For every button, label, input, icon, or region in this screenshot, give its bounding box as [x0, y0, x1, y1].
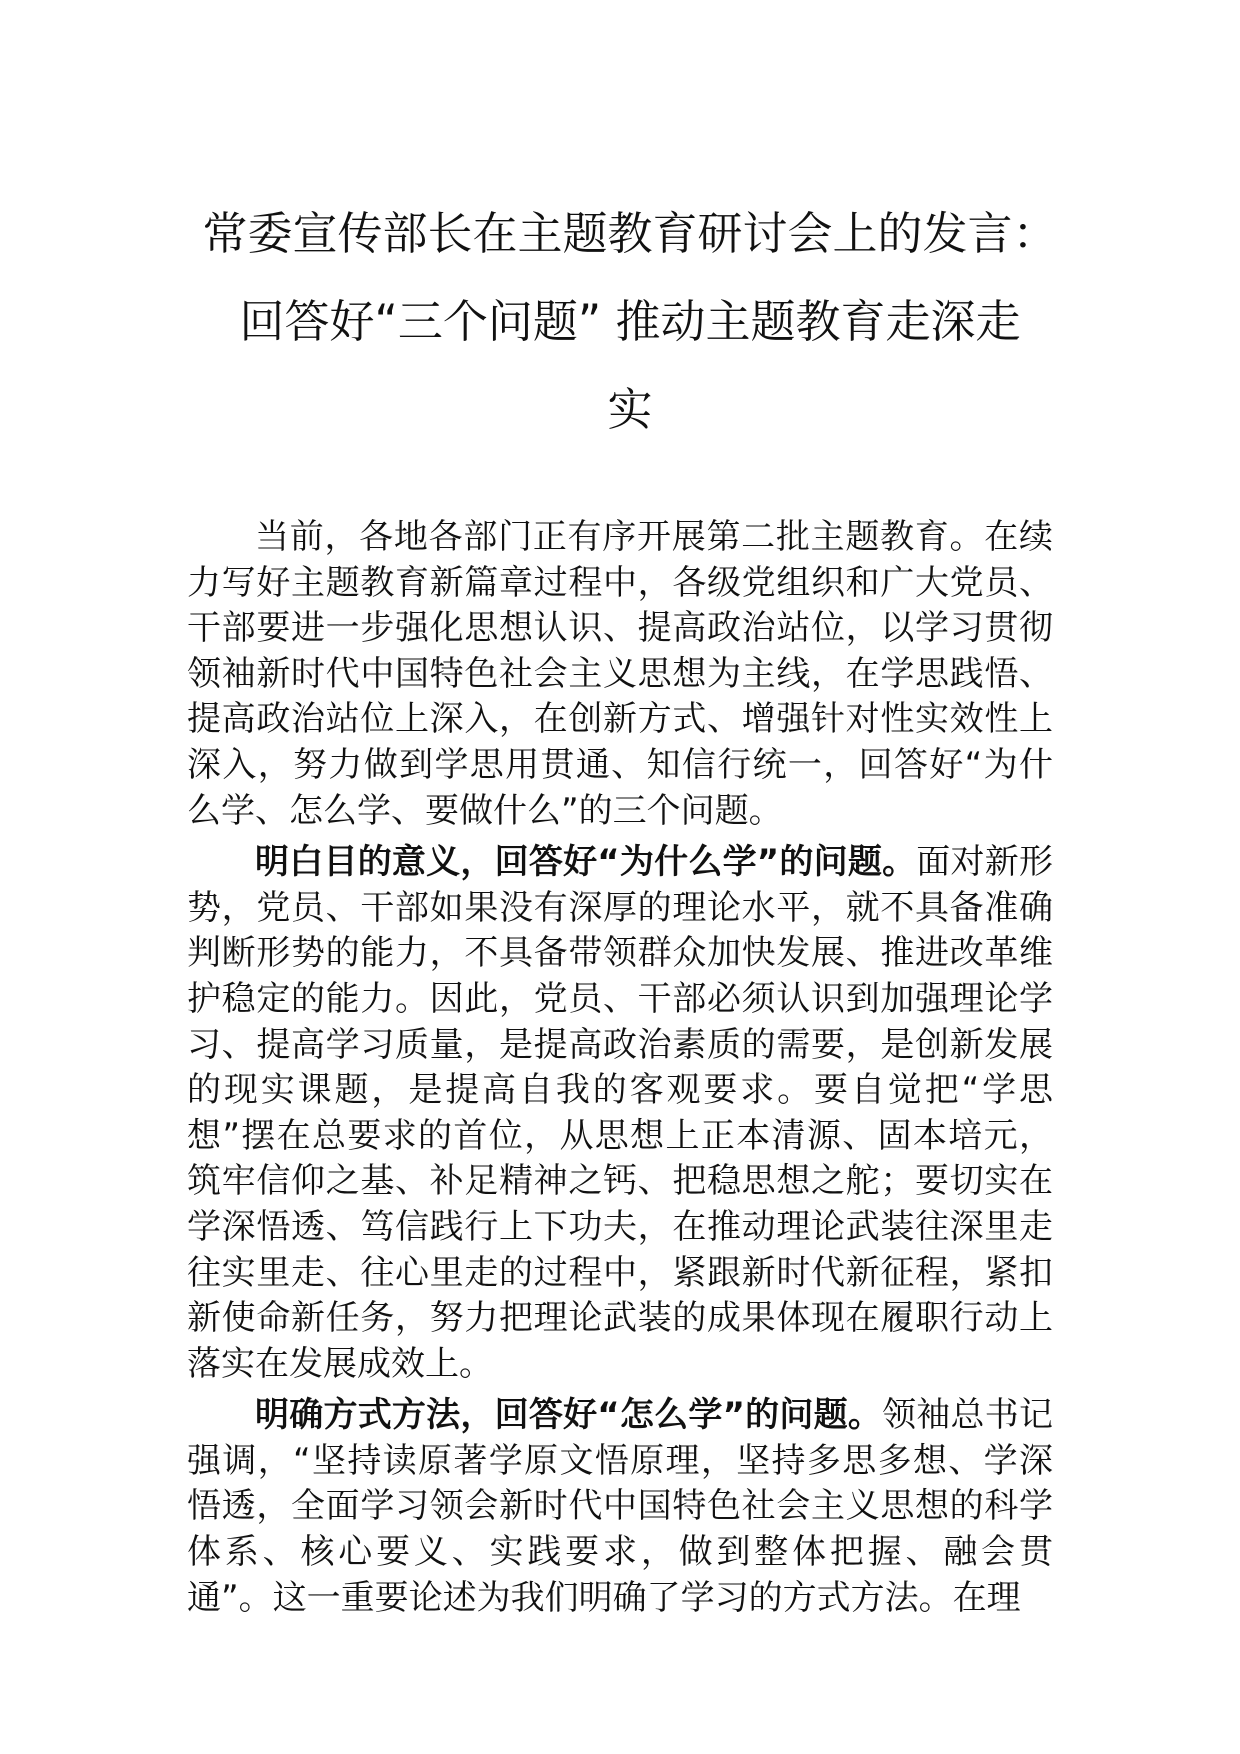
paragraph-why-learn [187, 840, 1053, 1387]
paragraph-intro [187, 515, 1053, 834]
title-line-2: 回答好“三个问题” 推动主题教育走深走 [239, 295, 1021, 348]
paragraph-how-learn [187, 1393, 1053, 1621]
paragraph-text: 面对新形势，党员、干部如果没有深厚的理论水平，就不具备准确判断形势的能力，不具备带领群众加快发展、推进改革维护稳定的能力。因此，党员、干部必须认识到加强理论学习、提高学习质量，是提高政治素质的需要，是创新发展的现实课题，是提高自我的客观要求。要自觉把“学思想”摆在总要求的首位，从思想上正本清源、固本培元，筑牢信仰之基、补足精神之钙、把稳思想之舵；要切实在学深悟透、笃信践行上下功夫，在推动理论武装往深里走往实里走、往心里走的过程中，紧跟新时代新征程，紧扣新使命新任务，努力把理论武装的成果体现在履职行动上落实在发展成效上。 [187, 842, 1053, 1384]
paragraph-text: 当前，各地各部门正有序开展第二批主题教育。在续力写好主题教育新篇章过程中，各级党组织和广大党员、干部要进一步强化思想认识、提高政治站位，以学习贯彻领袖新时代中国特色社会主义思想为主线，在学思践悟、提高政治站位上深入，在创新方式、增强针对性实效性上深入，努力做到学思用贯通、知信行统一，回答好“为什么学、怎么学、要做什么”的三个问题。 [187, 517, 1053, 831]
title-line-3: 实 [607, 383, 653, 436]
paragraph-text: 领袖总书记强调，“坚持读原著学原文悟原理，坚持多思多想、学深悟透，全面学习领会新时代中国特色社会主义思想的科学体系、核心要义、实践要求，做到整体把握、融会贯通”。这一重要论述为我们明确了学习的方式方法。在理 [187, 1395, 1053, 1618]
title-line-1: 常委宣传部长在主题教育研讨会上的发言： [202, 207, 1058, 260]
document-body [187, 515, 1053, 1621]
paragraph-lead: 明白目的意义，回答好“为什么学”的问题。 [255, 842, 917, 883]
paragraph-lead: 明确方式方法，回答好“怎么学”的问题。 [255, 1395, 883, 1436]
document-title [150, 190, 1110, 454]
